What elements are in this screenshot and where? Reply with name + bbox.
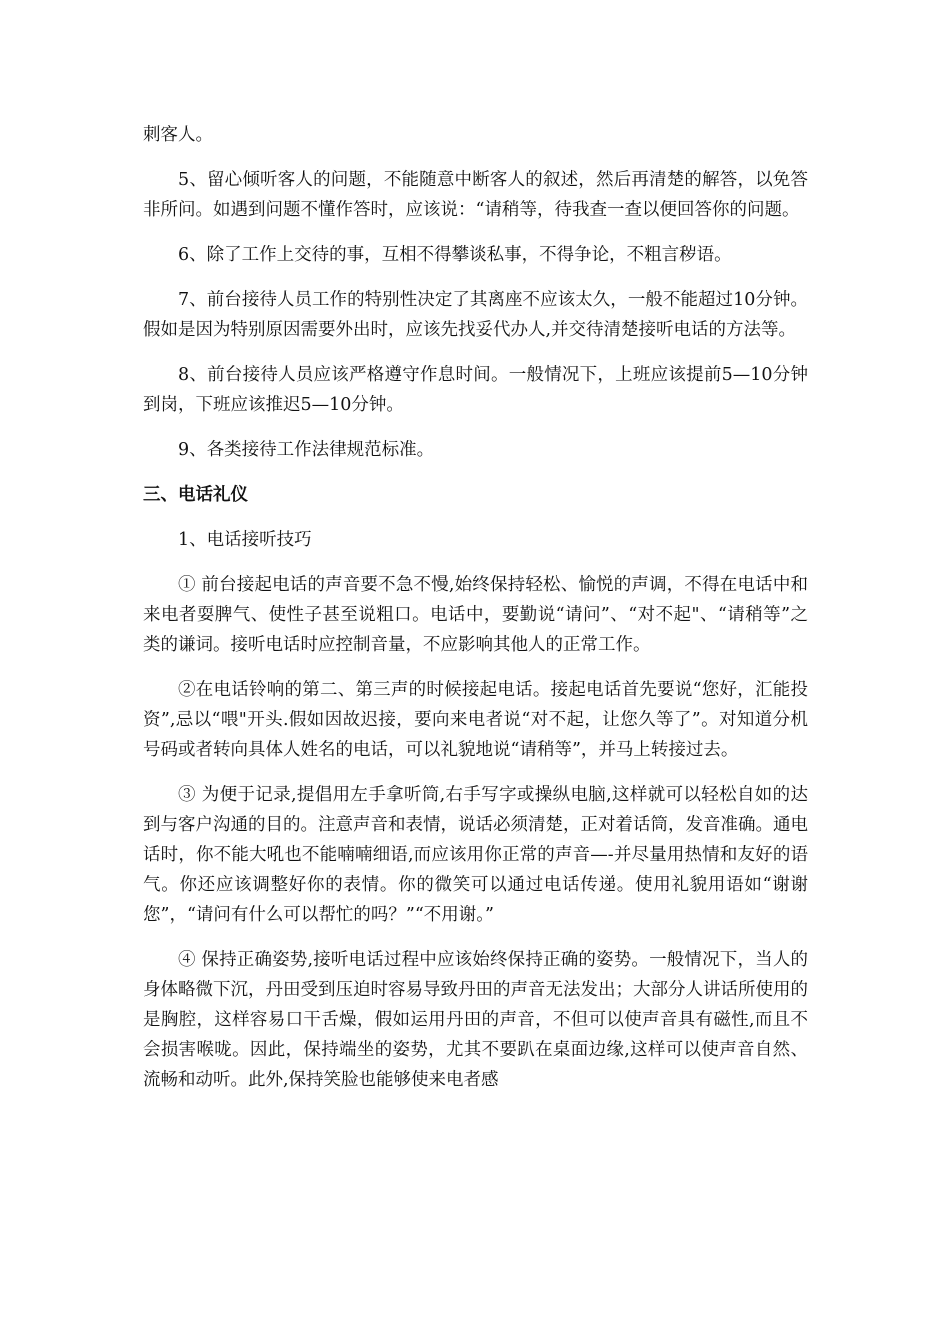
- document-page: [143, 120, 808, 1110]
- sub-heading: 1、电话接听技巧: [178, 530, 312, 550]
- item-1: ① 前台接起电话的声音要不急不慢,始终保持轻松、愉悦的声调，不得在电话中和来电者耍脾气、使性子甚至说粗口。电话中，要勤说“请问”、“对不起"、“请稍等”之类的谦词。接听电话时应控制音量，不应影响其他人的正常工作。: [143, 575, 808, 655]
- item-2: ②在电话铃响的第二、第三声的时候接起电话。接起电话首先要说“您好，汇能投资”,忌以“喂"开头.假如因故迟接，要向来电者说“对不起，让您久等了”。对知道分机号码或者转向具体人姓名的电话，可以礼貌地说“请稍等”，并马上转接过去。: [143, 680, 808, 760]
- paragraph-rule-9: 9、各类接待工作法律规范标准。: [178, 440, 435, 460]
- item-4: ④ 保持正确姿势,接听电话过程中应该始终保持正确的姿势。一般情况下，当人的身体略微下沉，丹田受到压迫时容易导致丹田的声音无法发出；大部分人讲话所使用的是胸腔，这样容易口干舌燥，假如运用丹田的声音，不但可以使声音具有磁性,而且不会损害喉咙。因此，保持端坐的姿势，尤其不要趴在桌面边缘,这样可以使声音自然、流畅和动听。此外,保持笑脸也能够使来电者感: [143, 950, 808, 1090]
- section-heading: 三、电话礼仪: [143, 485, 248, 505]
- paragraph-rule-8: 8、前台接待人员应该严格遵守作息时间。一般情况下，上班应该提前5—10分钟到岗，下班应该推迟5—10分钟。: [143, 365, 808, 415]
- item-3: ③ 为便于记录,提倡用左手拿听筒,右手写字或操纵电脑,这样就可以轻松自如的达到与客户沟通的目的。注意声音和表情，说话必须清楚，正对着话筒，发音准确。通电话时，你不能大吼也不能喃喃细语,而应该用你正常的声音—-并尽量用热情和友好的语气。你还应该调整好你的表情。你的微笑可以通过电话传递。使用礼貌用语如“谢谢您”，“请问有什么可以帮忙的吗？”“不用谢。”: [143, 785, 808, 925]
- paragraph-rule-7: 7、前台接待人员工作的特别性决定了其离座不应该太久，一般不能超过10分钟。假如是因为特别原因需要外出时，应该先找妥代办人,并交待清楚接听电话的方法等。: [143, 290, 808, 340]
- paragraph-continuation: 刺客人。: [143, 125, 213, 145]
- paragraph-rule-6: 6、除了工作上交待的事，互相不得攀谈私事，不得争论，不粗言秽语。: [178, 245, 732, 265]
- paragraph-rule-5: 5、留心倾听客人的问题，不能随意中断客人的叙述，然后再清楚的解答，以免答非所问。如遇到问题不懂作答时，应该说：“请稍等，待我查一查以便回答你的问题。: [143, 170, 808, 220]
